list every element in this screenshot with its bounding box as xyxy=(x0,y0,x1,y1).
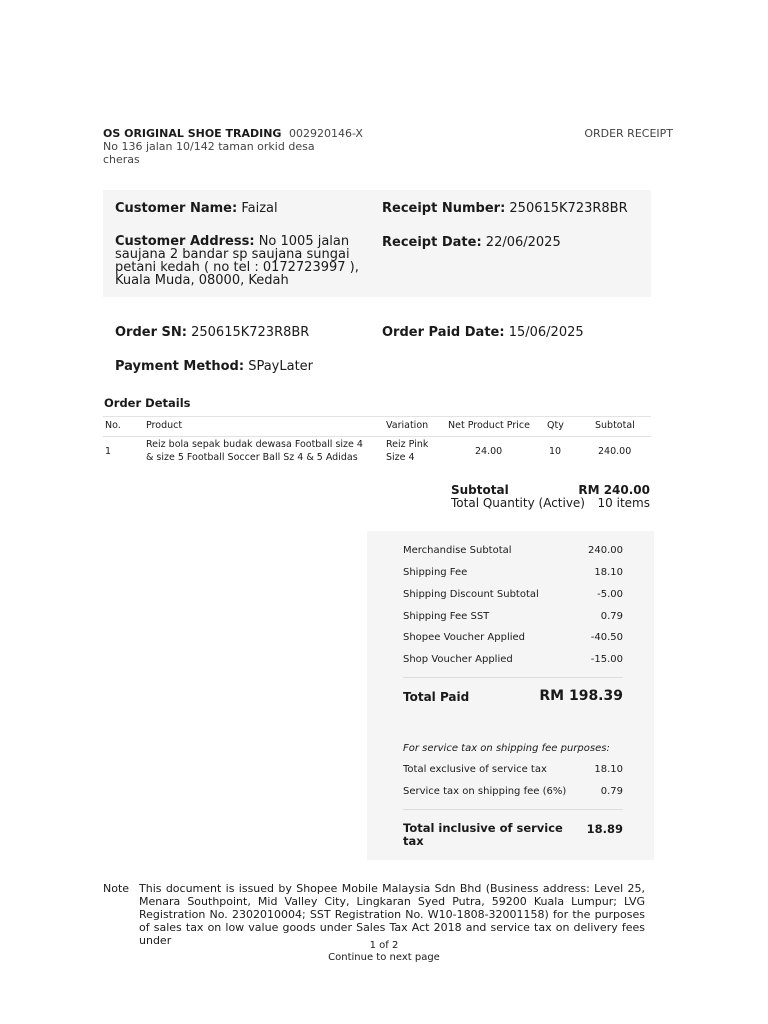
receipt-number xyxy=(382,201,628,216)
col-header-product: Product xyxy=(146,420,183,431)
total-inclusive-value: 18.89 xyxy=(586,822,623,836)
payment-method-value: SPayLater xyxy=(248,359,314,374)
payment-method xyxy=(115,359,313,374)
summary-row-shipping-discount xyxy=(403,589,623,600)
tax-row-service-tax xyxy=(403,786,623,797)
summary-label: Shop Voucher Applied xyxy=(403,654,513,665)
row-subtotal: 240.00 xyxy=(598,446,632,457)
customer-name-label: Customer Name: xyxy=(115,201,238,216)
customer-address xyxy=(115,235,371,287)
row-no: 1 xyxy=(105,446,112,457)
summary-row-merchandise-subtotal xyxy=(403,545,623,556)
col-header-qty: Qty xyxy=(547,420,564,431)
total-inclusive-label: Total inclusive of service tax xyxy=(403,821,563,848)
order-paid-date-value: 15/06/2025 xyxy=(508,325,584,340)
shop-address-line1: No 136 jalan 10/142 taman orkid desa xyxy=(103,140,315,153)
subtotal-label: Subtotal xyxy=(451,483,509,497)
customer-name xyxy=(115,201,278,216)
order-sn xyxy=(115,325,309,340)
tax-label: Service tax on shipping fee (6%) xyxy=(403,786,567,797)
receipt-date-value: 22/06/2025 xyxy=(485,235,561,250)
summary-label: Merchandise Subtotal xyxy=(403,545,512,556)
customer-name-value: Faizal xyxy=(241,201,278,216)
shop-reg-no: 002920146-X xyxy=(288,127,363,140)
subtotal-value: RM 240.00 xyxy=(578,483,650,497)
receipt-number-label: Receipt Number: xyxy=(382,201,506,216)
receipt-date-label: Receipt Date: xyxy=(382,235,482,250)
order-paid-date xyxy=(382,325,584,340)
col-header-no: No. xyxy=(105,420,121,431)
summary-label: Shipping Fee xyxy=(403,567,468,578)
table-row xyxy=(103,437,651,469)
row-qty: 10 xyxy=(549,446,562,457)
summary-row-shipping-fee xyxy=(403,567,623,578)
tax-row-exclusive xyxy=(403,764,623,775)
shop-name: OS ORIGINAL SHOE TRADING xyxy=(103,127,282,140)
summary-value: 240.00 xyxy=(588,545,623,556)
col-header-net-price: Net Product Price xyxy=(448,420,530,431)
total-paid-value: RM 198.39 xyxy=(539,688,623,704)
summary-value: -15.00 xyxy=(590,654,623,665)
customer-address-label: Customer Address: xyxy=(115,234,255,249)
note-label: Note xyxy=(103,882,130,895)
row-product: Reiz bola sepak budak dewasa Football size 4 & size 5 Football Soccer Ball Sz 4 & 5 Adidas xyxy=(146,439,363,463)
doc-title: ORDER RECEIPT xyxy=(584,127,673,140)
note-text: This document is issued by Shopee Mobile Malaysia Sdn Bhd (Business address: Level 25, Menara Southpoint, Mid Valley City, Lingkaran Syed Putra, 59200 Kuala Lumpur; LVG Registration No. 2302010004; SST Registration No. W10-1808-32001158) for the purposes of sales tax on low value goods under Sales Tax Act 2018 and service tax on delivery fees under xyxy=(139,882,645,947)
customer-info-box xyxy=(103,190,651,297)
tax-value: 18.10 xyxy=(594,764,623,775)
receipt-date xyxy=(382,235,561,250)
summary-row-shopee-voucher xyxy=(403,632,623,643)
shop-address-line2: cheras xyxy=(103,153,140,166)
summary-value: 18.10 xyxy=(594,567,623,578)
summary-value: -5.00 xyxy=(597,589,623,600)
tax-note: For service tax on shipping fee purposes: xyxy=(403,743,610,754)
customer-address-value: No 1005 jalan saujana 2 bandar sp saujana sungai petani kedah ( no tel : 0172723997 ), Kuala Muda, 08000, Kedah xyxy=(115,234,359,288)
continue-next-page: Continue to next page xyxy=(328,952,440,963)
row-variation: Reiz Pink Size 4 xyxy=(386,439,429,463)
total-quantity-value: 10 items xyxy=(597,496,650,510)
total-quantity-label: Total Quantity (Active) xyxy=(451,496,585,510)
summary-value: -40.50 xyxy=(590,632,623,643)
shop-address xyxy=(103,140,315,166)
total-paid-label: Total Paid xyxy=(403,690,470,704)
summary-row-shipping-fee-sst xyxy=(403,611,623,622)
shop-header xyxy=(103,127,363,140)
col-header-variation: Variation xyxy=(386,420,429,431)
summary-value: 0.79 xyxy=(600,611,623,622)
payment-method-label: Payment Method: xyxy=(115,359,245,374)
page-number: 1 of 2 xyxy=(369,940,399,951)
row-net-price: 24.00 xyxy=(475,446,503,457)
summary-row-shop-voucher xyxy=(403,654,623,665)
order-sn-label: Order SN: xyxy=(115,325,187,340)
col-header-subtotal: Subtotal xyxy=(595,420,635,431)
summary-label: Shipping Fee SST xyxy=(403,611,490,622)
order-paid-date-label: Order Paid Date: xyxy=(382,325,505,340)
tax-value: 0.79 xyxy=(600,786,623,797)
tax-label: Total exclusive of service tax xyxy=(403,764,547,775)
order-sn-value: 250615K723R8BR xyxy=(191,325,310,340)
summary-label: Shipping Discount Subtotal xyxy=(403,589,539,600)
summary-label: Shopee Voucher Applied xyxy=(403,632,526,643)
order-details-title: Order Details xyxy=(104,396,191,410)
receipt-number-value: 250615K723R8BR xyxy=(509,201,628,216)
